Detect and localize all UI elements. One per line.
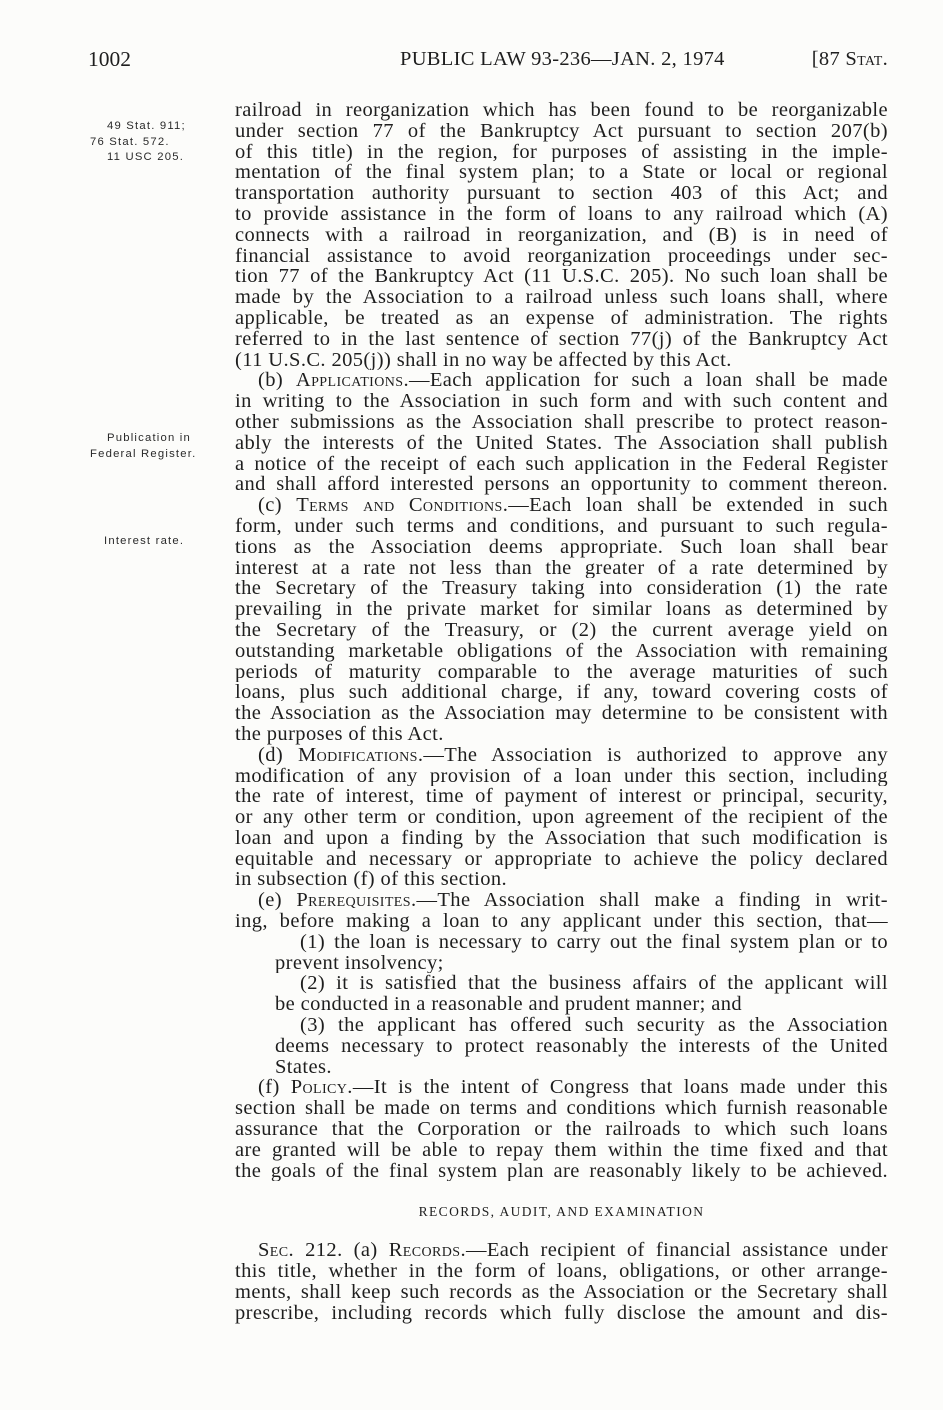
margin-note-citation: 11 USC 205. bbox=[107, 151, 185, 163]
subsection-lead-in: .—Each application for such a loan shall be made bbox=[403, 370, 888, 392]
subsection-heading: Policy bbox=[290, 1077, 348, 1099]
text-line: loan and upon a finding by the Association that such modification is bbox=[235, 827, 888, 849]
section-number: 212. (a) bbox=[294, 1240, 389, 1261]
body-text bbox=[235, 100, 888, 1181]
text-line: in writing to the Association in such form and with such content and bbox=[235, 391, 888, 412]
text-line: tion 77 of the Bankruptcy Act (11 U.S.C. 205). No such loan shall be bbox=[235, 266, 888, 288]
running-title: PUBLIC LAW 93-236—JAN. 2, 1974 bbox=[400, 48, 725, 70]
list-item-line: be conducted in a reasonable and prudent manner; and bbox=[275, 994, 743, 1016]
text-line: railroad in reorganization which has been found to be reorganizable bbox=[235, 100, 888, 121]
subsection-lead-in: .—It is the intent of Congress that loans made under this bbox=[347, 1077, 888, 1099]
subsection-heading: Applications bbox=[295, 370, 404, 392]
margin-note-publication: Publication in bbox=[107, 432, 191, 444]
subsection-b-first-line bbox=[235, 370, 888, 391]
subsection-label: (f) bbox=[258, 1077, 291, 1099]
text-line: (11 U.S.C. 205(j)) shall in no way be affected by this Act. bbox=[235, 349, 732, 371]
list-item-line: (1) the loan is necessary to carry out the final system plan or to bbox=[300, 931, 888, 953]
text-line: of this title) in the region, for purposes of assisting in the imple- bbox=[235, 141, 888, 163]
text-line: ably the interests of the United States. The Association shall publish bbox=[235, 432, 888, 454]
text-line: other submissions as the Association shall prescribe to protect reason- bbox=[235, 411, 888, 433]
section-abbrev: Sec. bbox=[258, 1240, 295, 1261]
text-line: applicable, be treated as an expense of administration. The rights bbox=[235, 307, 888, 329]
section-212-first-line bbox=[235, 1240, 888, 1261]
margin-note-citation: 76 Stat. 572. bbox=[90, 136, 170, 148]
text-line: prevailing in the private market for similar loans as determined by bbox=[235, 599, 888, 620]
section-heading: RECORDS, AUDIT, AND EXAMINATION bbox=[418, 1204, 705, 1219]
text-line: mentation of the final system plan; to a State or local or regional bbox=[235, 162, 888, 184]
subsection-heading: Modifications bbox=[297, 744, 418, 766]
text-line: interest at a rate not less than the greater of a rate determined by bbox=[235, 557, 888, 579]
text-line: referred to in the last sentence of section 77(j) of the Bankruptcy Act bbox=[235, 328, 888, 350]
text-line: the rate of interest, time of payment of interest or principal, security, bbox=[235, 786, 888, 808]
text-line: to provide assistance in the form of loans to any railroad which (A) bbox=[235, 203, 888, 225]
text-line: the Secretary of the Treasury taking into consideration (1) the rate bbox=[235, 578, 888, 600]
subsection-lead-in: .—The Association is authorized to approve any bbox=[417, 744, 888, 766]
text-line: periods of maturity comparable to the average maturities of such bbox=[235, 661, 888, 683]
text-line: the Secretary of the Treasury, or (2) the current average yield on bbox=[235, 619, 888, 641]
subsection-lead-in: .—Each loan shall be extended in such bbox=[502, 495, 888, 516]
text-line: tions as the Association deems appropriate. Such loan shall bear bbox=[235, 536, 888, 558]
text-line: ments, shall keep such records as the Association or the Secretary shall bbox=[235, 1282, 888, 1303]
list-item-line: prevent insolvency; bbox=[275, 952, 444, 974]
subsection-label: (b) bbox=[258, 370, 296, 392]
text-line: outstanding marketable obligations of the Association with remaining bbox=[235, 640, 888, 662]
text-line: a notice of the receipt of each such application in the Federal Register bbox=[235, 453, 888, 475]
text-line: the goals of the final system plan are reasonably likely to be achieved. bbox=[235, 1160, 888, 1182]
text-line: are granted will be able to repay them within the time fixed and that bbox=[235, 1139, 888, 1161]
text-line: made by the Association to a railroad unless such loans shall, where bbox=[235, 287, 888, 308]
subsection-heading: Records bbox=[388, 1240, 461, 1261]
text-line: connects with a railroad in reorganization, and (B) is in need of bbox=[235, 224, 888, 246]
list-item-line: (2) it is satisfied that the business affairs of the applicant will bbox=[300, 973, 888, 995]
subsection-heading: Terms and Conditions bbox=[296, 495, 503, 516]
text-line: prescribe, including records which fully disclose the amount and dis- bbox=[235, 1303, 888, 1324]
page-number: 1002 bbox=[88, 47, 131, 71]
subsection-f-first-line bbox=[235, 1077, 888, 1098]
subsection-d-first-line bbox=[235, 745, 888, 766]
list-item-line: (3) the applicant has offered such security as the Association bbox=[300, 1015, 888, 1036]
subsection-heading: Prerequisites bbox=[296, 890, 411, 912]
text-line: modification of any provision of a loan under this section, including bbox=[235, 765, 888, 787]
text-line: the Association as the Association may determine to be consistent with bbox=[235, 703, 888, 724]
text-line: loans, plus such additional charge, if any, toward covering costs of bbox=[235, 682, 888, 704]
subsection-label: (e) bbox=[258, 890, 297, 912]
text-line: ing, before making a loan to any applicant under this section, that— bbox=[235, 911, 888, 932]
section-212-text bbox=[235, 1240, 888, 1324]
text-line: form, under such terms and conditions, and pursuant to such regula- bbox=[235, 515, 888, 537]
text-line: in subsection (f) of this section. bbox=[235, 869, 508, 891]
text-line: transportation authority pursuant to section 403 of this Act; and bbox=[235, 183, 888, 204]
margin-note-publication: Federal Register. bbox=[90, 448, 197, 460]
subsection-lead-in: .—Each recipient of financial assistance under bbox=[460, 1240, 888, 1261]
statute-volume: [87 Stat. bbox=[811, 48, 888, 70]
list-item-line: deems necessary to protect reasonably the interests of the United bbox=[275, 1035, 888, 1057]
subsection-lead-in: .—The Association shall make a finding in writ- bbox=[410, 890, 888, 912]
list-item-line: States. bbox=[275, 1056, 332, 1078]
subsection-label: (d) bbox=[258, 744, 298, 766]
text-line: under section 77 of the Bankruptcy Act pursuant to section 207(b) bbox=[235, 120, 888, 142]
text-line: the purposes of this Act. bbox=[235, 723, 444, 745]
text-line: assurance that the Corporation or the railroads to which such loans bbox=[235, 1119, 888, 1140]
subsection-label: (c) bbox=[258, 495, 297, 516]
text-line: equitable and necessary or appropriate to achieve the policy declared bbox=[235, 848, 888, 870]
text-line: financial assistance to avoid reorganization proceedings under sec- bbox=[235, 245, 888, 267]
margin-note-citation: 49 Stat. 911; bbox=[107, 120, 186, 132]
subsection-e-first-line bbox=[235, 890, 888, 911]
margin-note-interest-rate: Interest rate. bbox=[104, 535, 185, 547]
subsection-c-first-line bbox=[235, 495, 888, 516]
text-line: this title, whether in the form of loans, obligations, or other arrange- bbox=[235, 1261, 888, 1282]
text-line: and shall afford interested persons an opportunity to comment thereon. bbox=[235, 474, 888, 496]
text-line: section shall be made on terms and conditions which furnish reasonable bbox=[235, 1098, 888, 1120]
text-line: or any other term or condition, upon agreement of the recipient of the bbox=[235, 807, 888, 828]
